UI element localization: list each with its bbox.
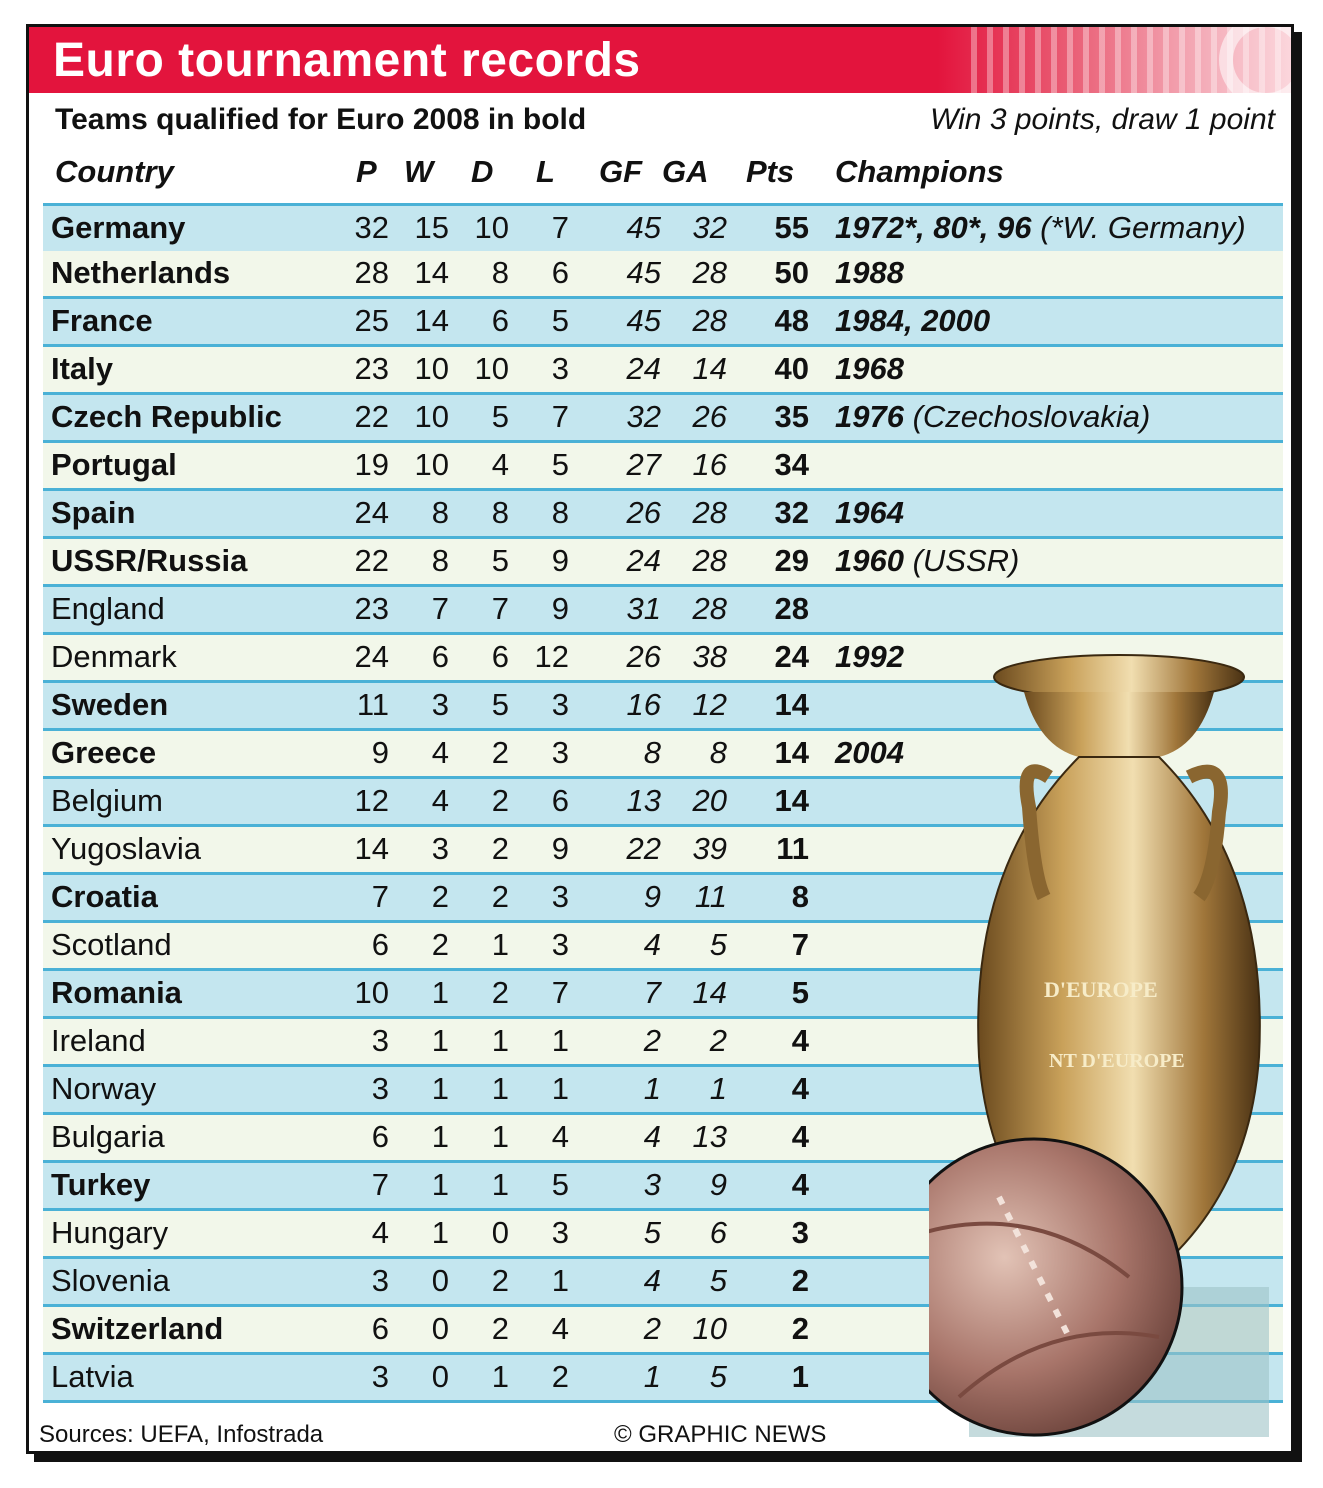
cell-ga: 11 — [694, 879, 727, 914]
cell-pts: 34 — [774, 447, 809, 482]
cell-gf: 5 — [643, 1215, 661, 1250]
cell-p: 6 — [371, 1311, 389, 1346]
cell-p: 9 — [371, 735, 389, 770]
cell-ga: 1 — [709, 1071, 727, 1106]
cell-w: 8 — [431, 495, 449, 530]
cell-gf: 1 — [643, 1359, 661, 1394]
cell-d: 8 — [491, 495, 509, 530]
cell-gf: 31 — [626, 591, 661, 626]
cell-w: 1 — [431, 1071, 449, 1106]
champion-years-text: 1976 — [835, 399, 904, 434]
cell-w: 15 — [414, 210, 449, 245]
cell-d: 2 — [491, 1311, 509, 1346]
champion-note: (USSR) — [903, 543, 1020, 578]
cell-ga: 13 — [692, 1119, 727, 1154]
cell-ga: 12 — [692, 687, 727, 722]
champion-years — [835, 639, 904, 675]
cell-l: 5 — [551, 447, 569, 482]
champion-years — [835, 351, 904, 387]
cell-gf: 9 — [643, 879, 661, 914]
country-name: Germany — [51, 210, 186, 245]
cell-d: 2 — [491, 831, 509, 866]
cell-l: 7 — [551, 399, 569, 434]
cell-l: 1 — [551, 1263, 569, 1298]
cell-ga: 6 — [709, 1215, 727, 1250]
cell-ga: 28 — [692, 591, 727, 626]
country-name: Romania — [51, 975, 182, 1010]
cell-p: 3 — [371, 1263, 389, 1298]
cell-pts: 5 — [791, 975, 809, 1010]
cell-ga: 39 — [692, 831, 727, 866]
subtitle: Teams qualified for Euro 2008 in bold — [55, 103, 587, 136]
champion-note: (*W. Germany) — [1031, 210, 1246, 245]
cell-l: 6 — [551, 783, 569, 818]
cell-d: 2 — [491, 975, 509, 1010]
cell-gf: 7 — [643, 975, 661, 1010]
champion-years-text: 1984, 2000 — [835, 303, 991, 338]
cell-pts: 14 — [774, 735, 809, 770]
cell-p: 22 — [354, 543, 389, 578]
cell-d: 4 — [491, 447, 509, 482]
cell-d: 2 — [491, 1263, 509, 1298]
cell-gf: 26 — [626, 495, 661, 530]
cell-p: 7 — [371, 1167, 389, 1202]
cell-w: 14 — [414, 255, 449, 290]
cell-gf: 13 — [626, 783, 661, 818]
cell-pts: 29 — [774, 543, 809, 578]
champion-years — [835, 543, 1019, 579]
cell-l: 7 — [551, 975, 569, 1010]
cell-ga: 28 — [692, 255, 727, 290]
table-row — [43, 347, 1283, 395]
cell-ga: 28 — [692, 495, 727, 530]
cell-d: 2 — [491, 879, 509, 914]
champion-years — [835, 735, 904, 771]
header-ga: GA — [662, 154, 709, 189]
cell-p: 24 — [354, 639, 389, 674]
cell-ga: 8 — [709, 735, 727, 770]
cell-l: 3 — [551, 351, 569, 386]
cell-pts: 3 — [791, 1215, 809, 1250]
cell-p: 6 — [371, 1119, 389, 1154]
cell-l: 4 — [551, 1311, 569, 1346]
cell-gf: 26 — [626, 639, 661, 674]
graphic-news-credit: © GRAPHIC NEWS — [614, 1421, 827, 1448]
cell-d: 1 — [491, 1023, 509, 1058]
cell-p: 14 — [354, 831, 389, 866]
cell-gf: 45 — [626, 303, 661, 338]
cell-d: 2 — [491, 783, 509, 818]
cell-d: 1 — [491, 1071, 509, 1106]
cell-ga: 28 — [692, 543, 727, 578]
cell-pts: 32 — [774, 495, 809, 530]
cell-p: 7 — [371, 879, 389, 914]
champion-years-text: 1988 — [835, 255, 904, 290]
cell-pts: 48 — [774, 303, 809, 338]
header-l: L — [536, 154, 555, 189]
cell-ga: 10 — [692, 1311, 727, 1346]
country-name: Ireland — [51, 1023, 146, 1058]
cell-l: 1 — [551, 1023, 569, 1058]
country-name: Italy — [51, 351, 114, 386]
title-bar — [29, 27, 1291, 93]
cell-w: 0 — [431, 1359, 449, 1394]
cell-w: 1 — [431, 1119, 449, 1154]
cell-l: 5 — [551, 303, 569, 338]
cell-l: 5 — [551, 1167, 569, 1202]
cell-l: 7 — [551, 210, 569, 245]
cell-d: 5 — [491, 543, 509, 578]
infographic-frame — [26, 24, 1294, 1454]
cell-pts: 7 — [791, 927, 809, 962]
cell-ga: 32 — [692, 210, 727, 245]
cell-gf: 24 — [626, 351, 661, 386]
cell-ga: 9 — [709, 1167, 727, 1202]
cell-d: 10 — [474, 210, 509, 245]
cell-pts: 4 — [791, 1023, 809, 1058]
champion-years-text: 1968 — [835, 351, 904, 386]
cell-ga: 14 — [692, 975, 727, 1010]
cell-p: 28 — [354, 255, 389, 290]
cell-pts: 4 — [791, 1071, 809, 1106]
table-row — [43, 203, 1283, 254]
cell-w: 14 — [414, 303, 449, 338]
cell-p: 3 — [371, 1071, 389, 1106]
trophy-neck — [1024, 692, 1214, 757]
cell-p: 19 — [354, 447, 389, 482]
header-w: W — [404, 154, 434, 189]
header-champions: Champions — [835, 154, 1004, 189]
cell-w: 4 — [431, 735, 449, 770]
cell-d: 0 — [491, 1215, 509, 1250]
cell-p: 23 — [354, 591, 389, 626]
cell-pts: 8 — [791, 879, 809, 914]
champion-note: (Czechoslovakia) — [903, 399, 1151, 434]
cell-ga: 28 — [692, 303, 727, 338]
cell-d: 1 — [491, 1167, 509, 1202]
cell-gf: 45 — [626, 255, 661, 290]
cell-d: 1 — [491, 1359, 509, 1394]
cell-l: 3 — [551, 735, 569, 770]
cell-w: 3 — [431, 687, 449, 722]
cell-p: 32 — [354, 210, 389, 245]
country-name: Czech Republic — [51, 399, 282, 434]
cell-w: 6 — [431, 639, 449, 674]
cell-p: 6 — [371, 927, 389, 962]
cell-d: 1 — [491, 1119, 509, 1154]
country-name: Latvia — [51, 1359, 134, 1394]
table-row — [43, 491, 1283, 539]
cell-w: 2 — [431, 927, 449, 962]
cell-l: 9 — [551, 831, 569, 866]
cell-w: 10 — [414, 351, 449, 386]
country-name: Bulgaria — [51, 1119, 165, 1154]
cell-gf: 16 — [626, 687, 661, 722]
cell-pts: 14 — [774, 783, 809, 818]
cell-w: 1 — [431, 1167, 449, 1202]
country-name: Slovenia — [51, 1263, 170, 1298]
sources-note: Sources: UEFA, Infostrada — [39, 1421, 324, 1448]
page-title: Euro tournament records — [53, 34, 641, 87]
cell-p: 25 — [354, 303, 389, 338]
cell-w: 3 — [431, 831, 449, 866]
cell-l: 12 — [534, 639, 569, 674]
cell-pts: 50 — [774, 255, 809, 290]
cell-gf: 8 — [643, 735, 661, 770]
cell-l: 3 — [551, 1215, 569, 1250]
champion-years — [835, 399, 1150, 435]
table-row — [43, 587, 1283, 635]
trophy-engraving-1: D'EUROPE — [1044, 977, 1158, 1002]
cell-p: 23 — [354, 351, 389, 386]
country-name: Turkey — [51, 1167, 151, 1202]
cell-pts: 2 — [791, 1263, 809, 1298]
country-name: Yugoslavia — [51, 831, 201, 866]
country-name: Sweden — [51, 687, 169, 722]
champion-years-text: 1960 — [835, 543, 904, 578]
champion-years — [835, 255, 904, 291]
cell-gf: 1 — [643, 1071, 661, 1106]
champion-years — [835, 303, 990, 339]
cell-pts: 40 — [774, 351, 809, 386]
cell-l: 3 — [551, 879, 569, 914]
country-name: USSR/Russia — [51, 543, 248, 578]
cell-d: 5 — [491, 399, 509, 434]
champion-years — [835, 210, 1246, 246]
champion-years-text: 1964 — [835, 495, 904, 530]
header-d: D — [471, 154, 494, 189]
cell-gf: 3 — [643, 1167, 661, 1202]
cell-pts: 28 — [774, 591, 809, 626]
cell-d: 5 — [491, 687, 509, 722]
cell-pts: 14 — [774, 687, 809, 722]
cell-p: 24 — [354, 495, 389, 530]
country-name: Greece — [51, 735, 157, 770]
cell-w: 0 — [431, 1263, 449, 1298]
cell-gf: 4 — [643, 1263, 661, 1298]
cell-pts: 4 — [791, 1167, 809, 1202]
country-name: Croatia — [51, 879, 158, 914]
table-row — [43, 395, 1283, 443]
cell-pts: 2 — [791, 1311, 809, 1346]
country-name: Spain — [51, 495, 136, 530]
title-bar-ring-decoration — [1211, 24, 1294, 115]
cell-gf: 2 — [643, 1023, 661, 1058]
cell-d: 7 — [491, 591, 509, 626]
cell-w: 1 — [431, 1215, 449, 1250]
champion-years-text: 2004 — [835, 735, 904, 770]
cell-d: 6 — [491, 639, 509, 674]
trophy-and-ball-illustration — [929, 637, 1269, 1437]
cell-gf: 45 — [626, 210, 661, 245]
cell-l: 3 — [551, 927, 569, 962]
cell-gf: 27 — [626, 447, 661, 482]
header-country: Country — [55, 154, 174, 189]
country-name: Scotland — [51, 927, 172, 962]
cell-w: 1 — [431, 975, 449, 1010]
cell-w: 8 — [431, 543, 449, 578]
cell-l: 1 — [551, 1071, 569, 1106]
cell-p: 4 — [371, 1215, 389, 1250]
table-row — [43, 299, 1283, 347]
cell-w: 10 — [414, 447, 449, 482]
cell-l: 9 — [551, 591, 569, 626]
cell-w: 4 — [431, 783, 449, 818]
cell-w: 0 — [431, 1311, 449, 1346]
cell-pts: 4 — [791, 1119, 809, 1154]
cell-ga: 2 — [709, 1023, 727, 1058]
cell-ga: 16 — [692, 447, 727, 482]
cell-p: 22 — [354, 399, 389, 434]
cell-ga: 38 — [692, 639, 727, 674]
cell-l: 9 — [551, 543, 569, 578]
cell-ga: 20 — [692, 783, 727, 818]
cell-l: 2 — [551, 1359, 569, 1394]
country-name: France — [51, 303, 153, 338]
cell-l: 4 — [551, 1119, 569, 1154]
country-name: Hungary — [51, 1215, 169, 1250]
country-name: England — [51, 591, 165, 626]
cell-gf: 22 — [626, 831, 661, 866]
cell-w: 10 — [414, 399, 449, 434]
cell-d: 8 — [491, 255, 509, 290]
country-name: Netherlands — [51, 255, 231, 290]
table-row — [43, 539, 1283, 587]
header-gf: GF — [599, 154, 643, 189]
table-row — [43, 443, 1283, 491]
cell-w: 1 — [431, 1023, 449, 1058]
cell-d: 1 — [491, 927, 509, 962]
cell-pts: 11 — [776, 831, 809, 866]
cell-gf: 2 — [643, 1311, 661, 1346]
cell-ga: 5 — [709, 927, 727, 962]
country-name: Portugal — [51, 447, 177, 482]
cell-gf: 32 — [626, 399, 661, 434]
header-pts: Pts — [746, 154, 795, 189]
cell-d: 2 — [491, 735, 509, 770]
country-name: Denmark — [51, 639, 177, 674]
table-row — [43, 251, 1283, 299]
cell-pts: 35 — [774, 399, 809, 434]
champion-years-text: 1992 — [835, 639, 904, 674]
country-name: Switzerland — [51, 1311, 224, 1346]
cell-p: 11 — [356, 687, 389, 722]
cell-ga: 14 — [692, 351, 727, 386]
cell-l: 8 — [551, 495, 569, 530]
cell-gf: 4 — [643, 1119, 661, 1154]
cell-gf: 4 — [643, 927, 661, 962]
points-note: Win 3 points, draw 1 point — [930, 103, 1275, 136]
cell-w: 2 — [431, 879, 449, 914]
cell-gf: 24 — [626, 543, 661, 578]
cell-w: 7 — [431, 591, 449, 626]
cell-l: 6 — [551, 255, 569, 290]
cell-p: 3 — [371, 1023, 389, 1058]
cell-pts: 24 — [774, 639, 809, 674]
cell-ga: 26 — [692, 399, 727, 434]
cell-p: 12 — [354, 783, 389, 818]
cell-l: 3 — [551, 687, 569, 722]
header-p: P — [356, 154, 377, 189]
cell-d: 6 — [491, 303, 509, 338]
cell-pts: 55 — [774, 210, 809, 245]
cell-p: 3 — [371, 1359, 389, 1394]
champion-years-text: 1972*, 80*, 96 — [835, 210, 1032, 245]
country-name: Norway — [51, 1071, 157, 1106]
cell-ga: 5 — [709, 1263, 727, 1298]
cell-d: 10 — [474, 351, 509, 386]
cell-ga: 5 — [709, 1359, 727, 1394]
cell-pts: 1 — [791, 1359, 809, 1394]
trophy-engraving-2: NT D'EUROPE — [1049, 1050, 1185, 1072]
champion-years — [835, 495, 904, 531]
country-name: Belgium — [51, 783, 163, 818]
cell-p: 10 — [354, 975, 389, 1010]
